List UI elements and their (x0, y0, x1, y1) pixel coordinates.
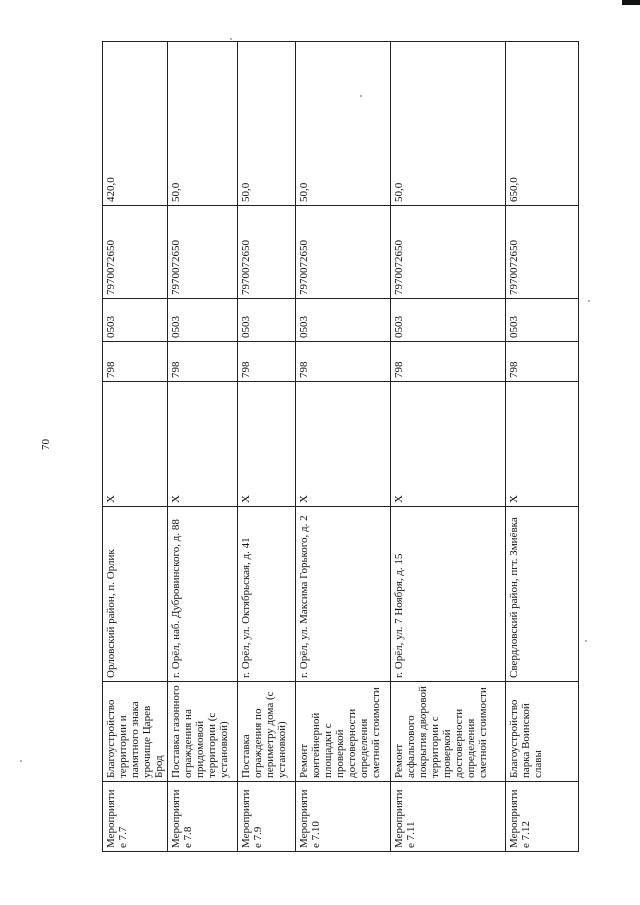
amount-cell: 420,0 (103, 42, 168, 206)
scan-speck (588, 300, 590, 302)
amount-cell: 50,0 (168, 42, 238, 206)
scan-speck (230, 38, 232, 40)
mark-cell: Х (391, 382, 506, 507)
corner-mark (622, 0, 640, 5)
table-row (103, 42, 168, 852)
name-cell: Ремонт контейнерной площадки с проверкой достоверности определения сметной стоимости (296, 682, 391, 782)
mark-cell: Х (296, 382, 391, 507)
mark-cell: Х (238, 382, 296, 507)
mark-cell: Х (168, 382, 238, 507)
address-cell: Орловский район, п. Орлик (103, 507, 168, 682)
table-row (506, 42, 579, 852)
name-cell: Благоустройство территории и памятного знака урочище Царев Брод (103, 682, 168, 782)
amount-cell: 50,0 (238, 42, 296, 206)
page-number: 70 (40, 439, 52, 450)
code3-cell: 7970072650 (168, 206, 238, 299)
amount-cell: 650,0 (506, 42, 579, 206)
code2-cell: 0503 (296, 299, 391, 342)
event-cell: Мероприятие 7.10 (296, 782, 391, 852)
mark-cell: Х (506, 382, 579, 507)
event-cell: Мероприятие 7.9 (238, 782, 296, 852)
name-cell: Поставка газонного ограждения на придомовой территории (с установкой) (168, 682, 238, 782)
amount-cell: 50,0 (296, 42, 391, 206)
scan-speck (585, 640, 587, 642)
event-cell: Мероприятие 7.12 (506, 782, 579, 852)
name-cell: Ремонт асфальтового покрытия дворовой территории с проверкой достоверности определения сметной стоимости (391, 682, 506, 782)
code3-cell: 7970072650 (506, 206, 579, 299)
code3-cell: 7970072650 (238, 206, 296, 299)
scan-speck (20, 760, 22, 762)
table-row (391, 42, 506, 852)
code3-cell: 7970072650 (391, 206, 506, 299)
code1-cell: 798 (103, 342, 168, 382)
amount-cell: 50,0 (391, 42, 506, 206)
event-cell: Мероприятие 7.11 (391, 782, 506, 852)
budget-table (102, 41, 579, 852)
table-body (103, 42, 579, 852)
code3-cell: 7970072650 (296, 206, 391, 299)
address-cell: г. Орёл, ул. Октябрьская, д. 41 (238, 507, 296, 682)
address-cell: г. Орёл, ул. 7 Ноября, д. 15 (391, 507, 506, 682)
mark-cell: Х (103, 382, 168, 507)
event-cell: Мероприятие 7.8 (168, 782, 238, 852)
event-cell: Мероприятие 7.7 (103, 782, 168, 852)
address-cell: г. Орёл, наб. Дубровинского, д. 88 (168, 507, 238, 682)
scan-speck (360, 95, 362, 97)
table-row (296, 42, 391, 852)
code3-cell: 7970072650 (103, 206, 168, 299)
code1-cell: 798 (391, 342, 506, 382)
code2-cell: 0503 (506, 299, 579, 342)
code2-cell: 0503 (391, 299, 506, 342)
code2-cell: 0503 (103, 299, 168, 342)
code1-cell: 798 (168, 342, 238, 382)
rotated-table-container (102, 42, 578, 852)
name-cell: Благоустройство парка Воинской славы (506, 682, 579, 782)
code1-cell: 798 (296, 342, 391, 382)
address-cell: г. Орёл, ул. Максима Горького, д. 2 (296, 507, 391, 682)
address-cell: Свердловский район, пгт. Змиёвка (506, 507, 579, 682)
code2-cell: 0503 (238, 299, 296, 342)
table-row (238, 42, 296, 852)
name-cell: Поставка ограждения по периметру дома (с установкой) (238, 682, 296, 782)
table-row (168, 42, 238, 852)
code2-cell: 0503 (168, 299, 238, 342)
code1-cell: 798 (506, 342, 579, 382)
code1-cell: 798 (238, 342, 296, 382)
